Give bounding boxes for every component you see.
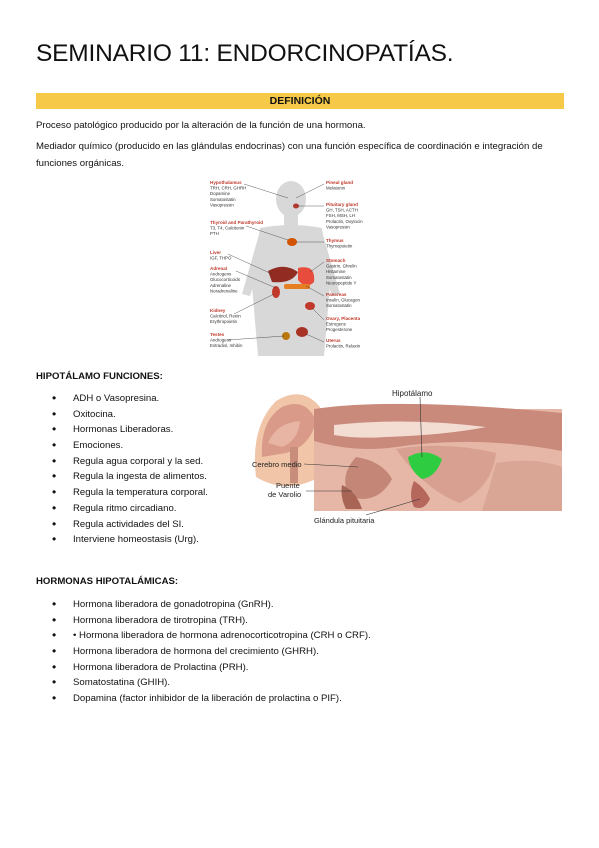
right-gland-label-head: Pituitary gland (326, 202, 358, 207)
right-gland-label-head: Pancreas (326, 292, 347, 297)
section-heading-hormonas: HORMONAS HIPOTALÁMICAS: (36, 576, 179, 587)
right-gland-label-head: Pineal gland (326, 180, 354, 185)
brain-section (314, 404, 562, 511)
hormonas-hipotalamicas-list (52, 597, 371, 707)
hypothalamus-brain-figure (246, 387, 568, 527)
list-item: • Oxitocina. (52, 407, 208, 423)
list-item: • Hormona liberadora de gonadotropina (GnRH). (52, 597, 371, 613)
list-item: • Regula agua corporal y la sed. (52, 454, 208, 470)
left-gland-label-line: Androgens (210, 337, 232, 343)
list-item: • Interviene homeostasis (Urg). (52, 532, 208, 548)
right-gland-label-head: Ovary, Placenta (326, 316, 361, 321)
left-gland-label-head: Adrenal (210, 266, 228, 271)
label-hipotalamo: Hipotálamo (392, 389, 433, 398)
left-gland-label-line: Estradiol, Inhibin (210, 343, 243, 349)
list-item: • Regula actividades del SI. (52, 517, 208, 533)
section-heading-definicion: DEFINICIÓN (36, 93, 564, 109)
list-item: • Regula ritmo circadiano. (52, 501, 208, 517)
left-gland-label-head: Thyroid and Parathyroid (210, 220, 264, 225)
ovary-mark (305, 302, 315, 310)
list-item: • • Hormona liberadora de hormona adrenocorticotropina (CRH o CRF). (52, 628, 371, 644)
endocrine-glands-figure (206, 176, 370, 358)
list-item: • ADH o Vasopresina. (52, 391, 208, 407)
left-gland-label-line: Somatostatin (210, 196, 236, 202)
left-gland-label-line: Calcitriol, Renin (210, 313, 241, 319)
definition-paragraph-1: Proceso patológico producido por la alteración de la función de una hormona. (36, 120, 366, 131)
left-gland-label-head: Hypothalamus (210, 180, 242, 185)
list-item: • Hormona liberadora de tirotropina (TRH). (52, 613, 371, 629)
list-item: • Somatostatina (GHIH). (52, 675, 371, 691)
list-item: • Hormona liberadora de hormona del crecimiento (GHRH). (52, 644, 371, 660)
list-item: • Hormonas Liberadoras. (52, 422, 208, 438)
right-gland-label-line: Prolactin, Oxytocin (326, 218, 363, 224)
right-gland-label-line: Estrogens (326, 321, 346, 327)
left-gland-label-line: Dopamine (210, 191, 231, 197)
left-gland-label-line: PTH (210, 231, 219, 237)
left-gland-label-line: Glucocorticoids (210, 277, 241, 283)
hipotalamo-functions-list (52, 391, 208, 548)
list-item: • Regula la ingesta de alimentos. (52, 469, 208, 485)
right-gland-label-head: Uterus (326, 338, 341, 343)
uterus-mark (296, 327, 308, 337)
left-gland-label-head: Testes (210, 332, 225, 337)
list-item: • Hormona liberadora de Prolactina (PRH). (52, 660, 371, 676)
list-item: • Dopamina (factor inhibidor de la liberación de prolactina o PIF). (52, 691, 371, 707)
right-gland-label-head: Stomach (326, 258, 346, 263)
right-gland-label-head: Thymus (326, 238, 344, 243)
left-gland-label-line: T3, T4, Calcitonin (210, 225, 245, 231)
left-gland-label-head: Kidney (210, 308, 226, 313)
right-gland-label-line: Progesterone (326, 327, 353, 333)
right-gland-label-line: Melatonin (326, 185, 346, 191)
pancreas-mark (284, 284, 310, 289)
list-item: • Emociones. (52, 438, 208, 454)
right-gland-label-line: Vasopressin (326, 224, 350, 230)
page-title: SEMINARIO 11: ENDORCINOPATÍAS. (36, 40, 454, 67)
left-gland-label-line: Noradrenaline (210, 288, 238, 294)
label-varolio: de Varolio (268, 490, 302, 499)
label-cerebro-medio: Cerebro medio (252, 460, 302, 469)
right-gland-label-line: Gastrin, Ghrelin (326, 263, 357, 269)
right-gland-label-line: Histamine (326, 269, 346, 275)
left-gland-label-line: TRH, CRH, GHRH (210, 185, 247, 191)
right-gland-label-line: Neuropeptide Y (326, 280, 357, 286)
left-gland-label-line: Androgens (210, 271, 232, 277)
thyroid-mark (287, 238, 297, 246)
right-gland-label-line: Somatostatin (326, 274, 352, 280)
right-gland-label-line: FSH, MSH, LH (326, 213, 356, 219)
right-gland-label-line: Thymopoietin (326, 243, 353, 249)
label-glandula-pituitaria: Glándula pituitaria (314, 516, 375, 525)
right-gland-label-line: Insulin, Glucagon (326, 297, 360, 303)
left-gland-label-line: Vasopressin (210, 202, 234, 208)
list-item: • Regula la temperatura corporal. (52, 485, 208, 501)
right-gland-label-line: Somatostatin (326, 303, 352, 309)
definition-paragraph-2: Mediador químico (producido en las glándulas endocrinas) con una función específica de coordinación e integración de funciones orgánicas. (36, 141, 543, 169)
left-gland-label-line: IGF, THPO (210, 255, 232, 261)
right-gland-label-line: GH, TSH, ACTH (326, 207, 358, 213)
section-heading-hipotalamo: HIPOTÁLAMO FUNCIONES: (36, 371, 163, 382)
left-gland-label-head: Liver (210, 250, 221, 255)
left-gland-label-line: Adrenaline (210, 282, 231, 288)
right-gland-label-line: Prolactin, Relaxin (326, 343, 361, 349)
label-puente: Puente (276, 481, 300, 490)
left-gland-label-line: Erythropoietin (210, 319, 238, 325)
